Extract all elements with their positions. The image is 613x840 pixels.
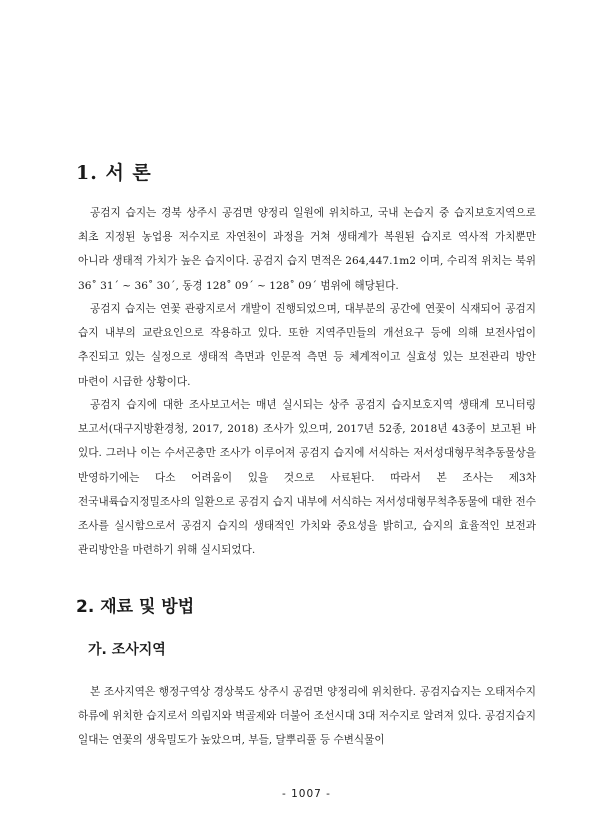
study-area-paragraph: 본 조사지역은 행정구역상 경상북도 상주시 공검면 양정리에 위치한다. 공검지습지는 오태저수지 하류에 위치한 습지로서 의림지와 벽골제와 더불어 조선시대 3대 저수지로 알려져 있다. 공검지습지 일대는 연꽃의 생육밀도가 높았으며, 부들, 달뿌리풀 등 수변식물이: [78, 686, 536, 747]
subsection-heading-study-area: 가. 조사지역: [88, 642, 166, 658]
section-1-heading: 1. 서 론: [76, 162, 152, 184]
section-2-heading: 2. 재료 및 방법: [76, 597, 195, 617]
intro-paragraph-3: 공검지 습지에 대한 조사보고서는 매년 실시되는 상주 공검지 습지보호지역 생태계 모니터링 보고서(대구지방환경청, 2017, 2018) 조사가 있으며, 2017년 52종, 2018년 43종이 보고된 바 있다. 그러나 이는 수서곤충만 조사가 이루어져 공검지 습지에 서식하는 저서성대형무척추동물상을 반영하기에는 다소 어려움이 있을 것으로 사료된다. 따라서 본 조사는 제3차 전국내륙습지정밀조사의 일환으로 공검지 습지 내부에 서식하는 저서성대형무척추동물에 대한 전수 조사를 실시함으로서 공검지 습지의 생태적인 가치와 중요성을 밝히고, 습지의 효율적인 보전과 관리방안을 마련하기 위해 실시되었다.: [78, 399, 536, 557]
page-number: - 1007 -: [282, 788, 331, 800]
intro-paragraph-1: 공검지 습지는 경북 상주시 공검면 양정리 일원에 위치하고, 국내 논습지 중 습지보호지역으로 최초 지정된 농업용 저수지로 자연천이 과정을 거쳐 생태계가 복원된 습지로 역사적 가치뿐만 아니라 생태적 가치가 높은 습지이다. 공검지 습지 면적은 264,447.1m2 이며, 수리적 위치는 북위 36˚ 31΄ ~ 36˚ 30΄, 동경 128˚ 09΄ ~ 128˚ 09΄ 범위에 해당된다.: [78, 207, 536, 292]
intro-paragraph-2: 공검지 습지는 연꽃 관광지로서 개발이 진행되었으며, 대부분의 공간에 연꽃이 식재되어 공검지 습지 내부의 교란요인으로 작용하고 있다. 또한 지역주민들의 개선요구 등에 의해 보전사업이 추진되고 있는 실정으로 생태적 측면과 인문적 측면 등 체계적이고 실효성 있는 보전관리 방안 마련이 시급한 상황이다.: [78, 303, 536, 388]
